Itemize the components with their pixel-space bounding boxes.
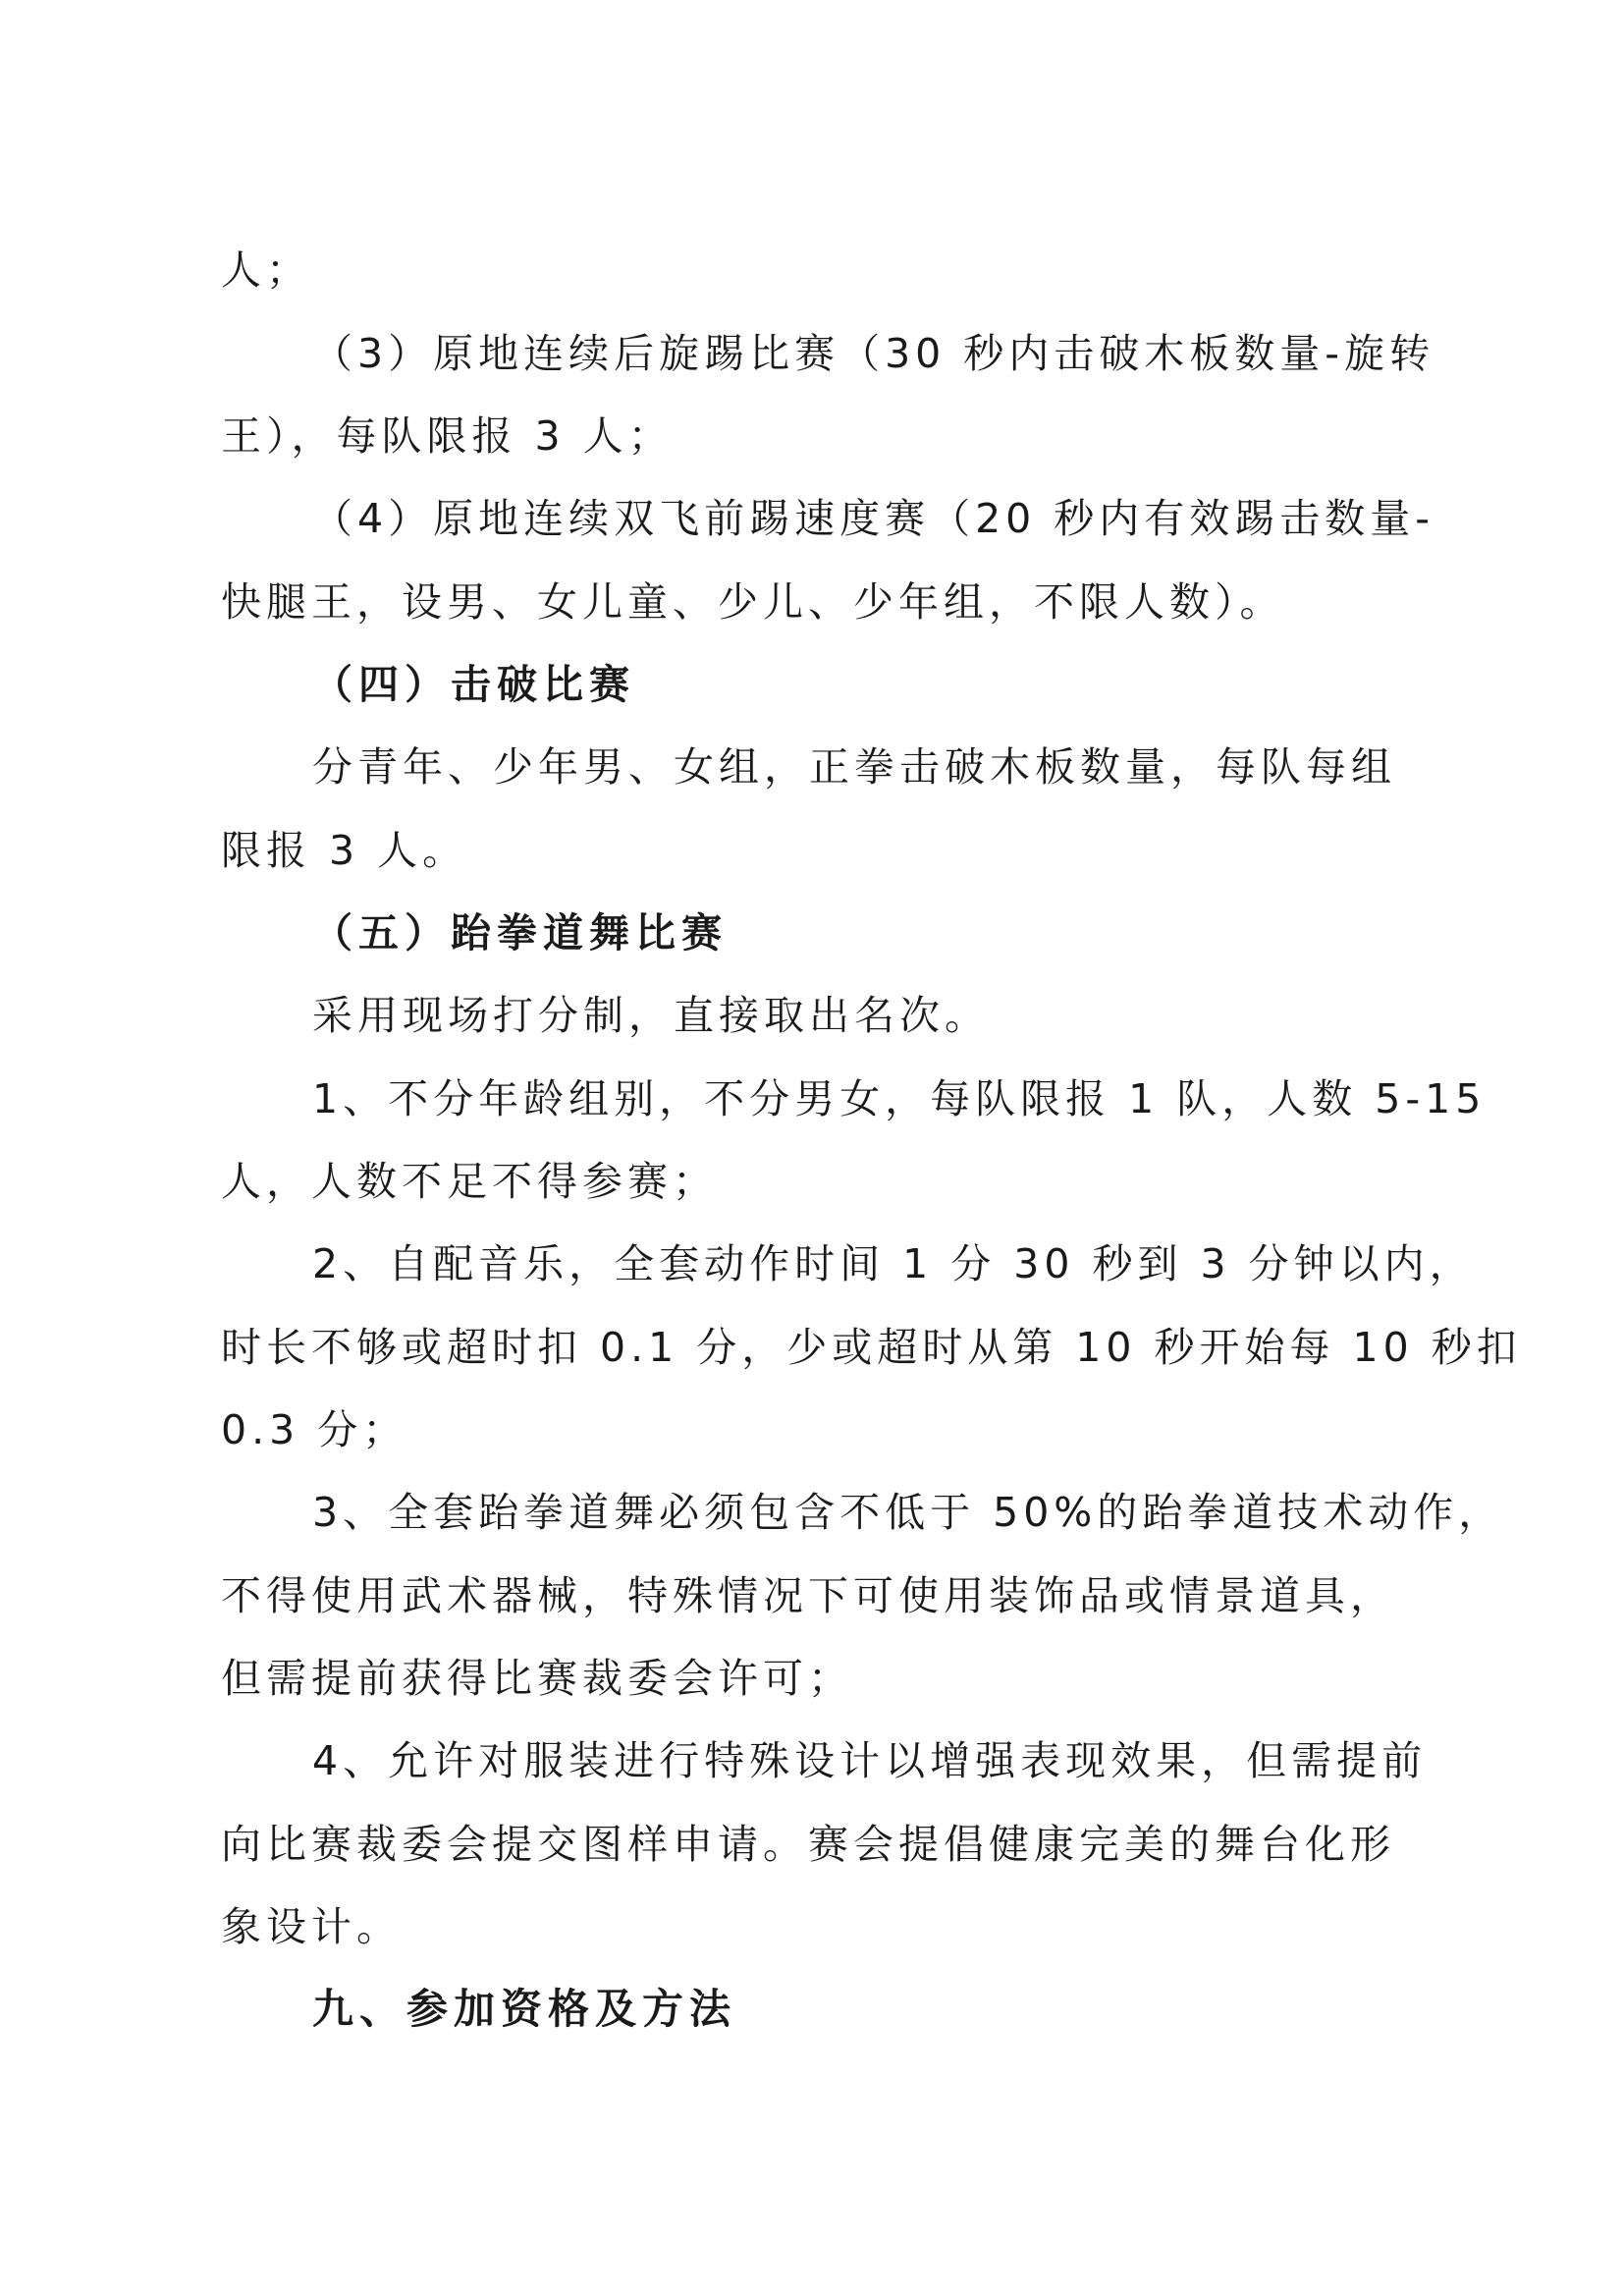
text-line: 分青年、少年男、女组，正拳击破木板数量，每队每组 xyxy=(312,743,1396,791)
text-line: 向比赛裁委会提交图样申请。赛会提倡健康完美的舞台化形 xyxy=(221,1821,1395,1868)
text-line: 人； xyxy=(221,246,311,294)
text-line: 采用现场打分制，直接取出名次。 xyxy=(312,992,990,1039)
text-line: 不得使用武术器械，特殊情况下可使用装饰品或情景道具， xyxy=(221,1572,1395,1619)
text-line: （4）原地连续双飞前踢速度赛（20 秒内有效踢击数量- xyxy=(312,495,1435,542)
text-line: 2、自配音乐，全套动作时间 1 分 30 秒到 3 分钟以内， xyxy=(312,1240,1475,1287)
text-line: 快腿王，设男、女儿童、少儿、少年组，不限人数）。 xyxy=(221,578,1285,626)
text-line: 0.3 分； xyxy=(221,1406,408,1453)
subsection-heading: （四）击破比赛 xyxy=(312,661,635,708)
text-line: 人，人数不足不得参赛； xyxy=(221,1158,718,1205)
text-line: 时长不够或超时扣 0.1 分，少或超时从第 10 秒开始每 10 秒扣 xyxy=(221,1324,1522,1371)
text-line: 限报 3 人。 xyxy=(221,827,468,874)
text-line: 3、全套跆拳道舞必须包含不低于 50%的跆拳道技术动作， xyxy=(312,1489,1504,1536)
subsection-heading: （五）跆拳道舞比赛 xyxy=(312,909,728,957)
section-heading: 九、参加资格及方法 xyxy=(312,1985,737,2033)
text-line: 象设计。 xyxy=(221,1903,402,1950)
text-line: 1、不分年龄组别，不分男女，每队限报 1 队，人数 5-15 xyxy=(312,1075,1487,1122)
text-line: 王），每队限报 3 人； xyxy=(221,412,674,460)
text-line: （3）原地连续后旋踢比赛（30 秒内击破木板数量-旋转 xyxy=(312,330,1435,377)
text-line: 4、允许对服装进行特殊设计以增强表现效果，但需提前 xyxy=(312,1737,1428,1784)
text-line: 但需提前获得比赛裁委会许可； xyxy=(221,1655,853,1702)
